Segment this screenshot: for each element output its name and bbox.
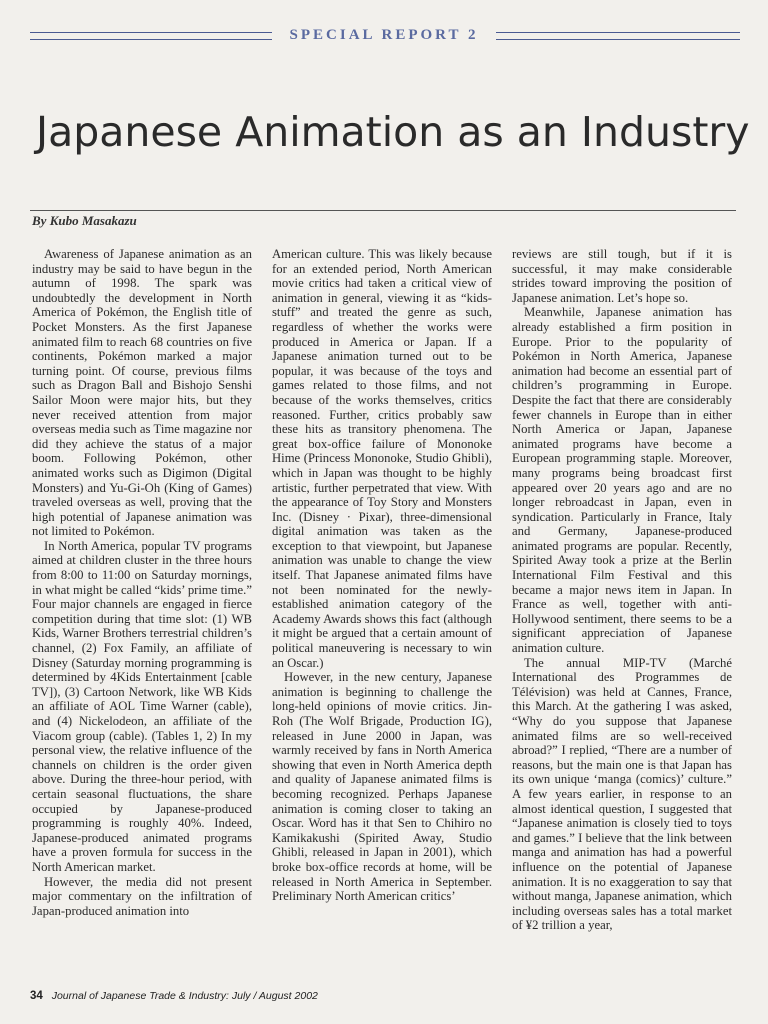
- paragraph: In North America, popular TV programs aimed at children cluster in the three hours from 8:00 to 11:00 on Saturday mornings, in what might be called “kids’ prime time.” Four major channels are engaged in fierce competition during that time slot: (1) WB Kids, Warner Brothers terrestrial children’s channel, (2) Fox Family, an affiliate of Disney (Saturday morning programming is determined by 4Kids Entertainment [cable TV]), (3) Cartoon Network, like WB Kids an affiliate of AOL Time Warner (cable), and (4) Nickelodeon, an affiliate of the Viacom group (cable). (Tables 1, 2) In my personal view, the relative influence of the channels on children is the order given above. During the three-hour period, with certain seasonal fluctuations, the share occupied by Japanese-produced programming is roughly 40%. Indeed, Japanese-produced animated programs have a proven formula for success in the North American market.: [32, 538, 252, 874]
- page-number: 34: [30, 990, 43, 1002]
- section-header: [30, 24, 740, 46]
- byline-divider: [30, 210, 736, 211]
- paragraph: American culture. This was likely because for an extended period, North American movie critics had taken a critical view of animation in general, viewing it as “kids-stuff” and treated the genre as such, regardless of whether the works were produced in America or Japan. If a Japanese animation turned out to be popular, it was because of the toys and games related to those films, and not because of the works themselves, critics reasoned. Further, critics probably saw these hits as transitory phenomena. The great box-office failure of Mononoke Hime (Princess Mononoke, Studio Ghibli), which in Japan was thought to be highly artistic, further perpetrated that view. With the appearance of Toy Story and Monsters Inc. (Disney · Pixar), three-dimensional digital animation was taken as the exception to that viewpoint, but Japanese animation was unable to change the view itself. That Japanese animated films have not been nominated for the newly-established animation category of the Academy Awards shows this fact (although it might be argued that a certain amount of political maneuvering is necessary to win an Oscar.): [272, 247, 492, 670]
- paragraph: The annual MIP-TV (Marché International des Programmes de Télévision) was held at Cannes, France, this March. At the gathering I was asked, “Why do you suppose that Japanese animated films are so well-received abroad?” I replied, “There are a number of reasons, but the main one is that Japan has its own unique ‘manga (comics)’ culture.” A few years earlier, in response to an almost identical question, I suggested that “Japanese animation is closely tied to toys and games.” I believe that the link between manga and animation has had a powerful influence on the potential of Japanese animation. It is no exaggeration to say that without manga, Japanese animation, which including overseas sales has a total market of ¥2 trillion a year,: [512, 655, 732, 933]
- body-column-3: [512, 247, 732, 933]
- journal-citation: Journal of Japanese Trade & Industry: July / August 2002: [51, 990, 318, 1002]
- header-rule-left: [30, 32, 272, 40]
- body-column-1: [32, 247, 252, 918]
- paragraph: reviews are still tough, but if it is successful, it may make considerable strides toward improving the position of Japanese animation. Let’s hope so.: [512, 247, 732, 305]
- paragraph: Awareness of Japanese animation as an industry may be said to have begun in the autumn of 1998. The spark was undoubtedly the development in North America of Pokémon, the English title of Pocket Monsters. As the first Japanese animated film to reach 68 countries on five continents, Pokémon marked a major turning point. Of course, previous films such as Dragon Ball and Bishojo Senshi Sailor Moon were major hits, but they never received attention from major overseas media such as Time magazine nor did they achieve the status of a major boom. Following Pokémon, other animated works such as Digimon (Digital Monsters) and Yu-Gi-Oh (King of Games) traveled overseas as well, proving that the high potential of Japanese animation was not limited to Pokémon.: [32, 247, 252, 539]
- article-byline: By Kubo Masakazu: [32, 213, 137, 228]
- paragraph: Meanwhile, Japanese animation has already established a firm position in Europe. Prior to the popularity of Pokémon in North America, Japanese animation had become an essential part of children’s programming in Europe. Despite the fact that there are considerably fewer channels in Europe than in either North America or Japan, Japanese animated programs have become a European programming staple. Moreover, many programs being broadcast first appeared over 20 years ago and are no longer rebroadcast in Japan, even in syndication. Particularly in France, Italy and Germany, Japanese-produced animated programs are popular. Recently, Spirited Away took a prize at the Berlin International Film Festival and this became a major news item in Japan. In France as well, together with anti-Hollywood sentiment, there seems to be a significant appreciation of Japanese animation culture.: [512, 305, 732, 656]
- page-footer: [30, 990, 318, 1002]
- body-column-2: [272, 247, 492, 904]
- paragraph: However, the media did not present major commentary on the infiltration of Japan-produced animation into: [32, 874, 252, 918]
- article-title: Japanese Animation as an Industry: [36, 108, 750, 156]
- section-label: SPECIAL REPORT 2: [289, 27, 479, 43]
- paragraph: However, in the new century, Japanese animation is beginning to challenge the long-held opinions of movie critics. Jin-Roh (The Wolf Brigade, Production IG), released in June 2000 in Japan, was warmly received by fans in North America showing that even in North America depth and quality of Japanese animated films is becoming recognized. Perhaps Japanese animation is coming closer to taking an Oscar. Word has it that Sen to Chihiro no Kamikakushi (Spirited Away, Studio Ghibli, released in Japan in 2001), which broke box-office records at home, will be released in North America in September. Preliminary North American critics’: [272, 670, 492, 904]
- header-rule-right: [496, 32, 740, 40]
